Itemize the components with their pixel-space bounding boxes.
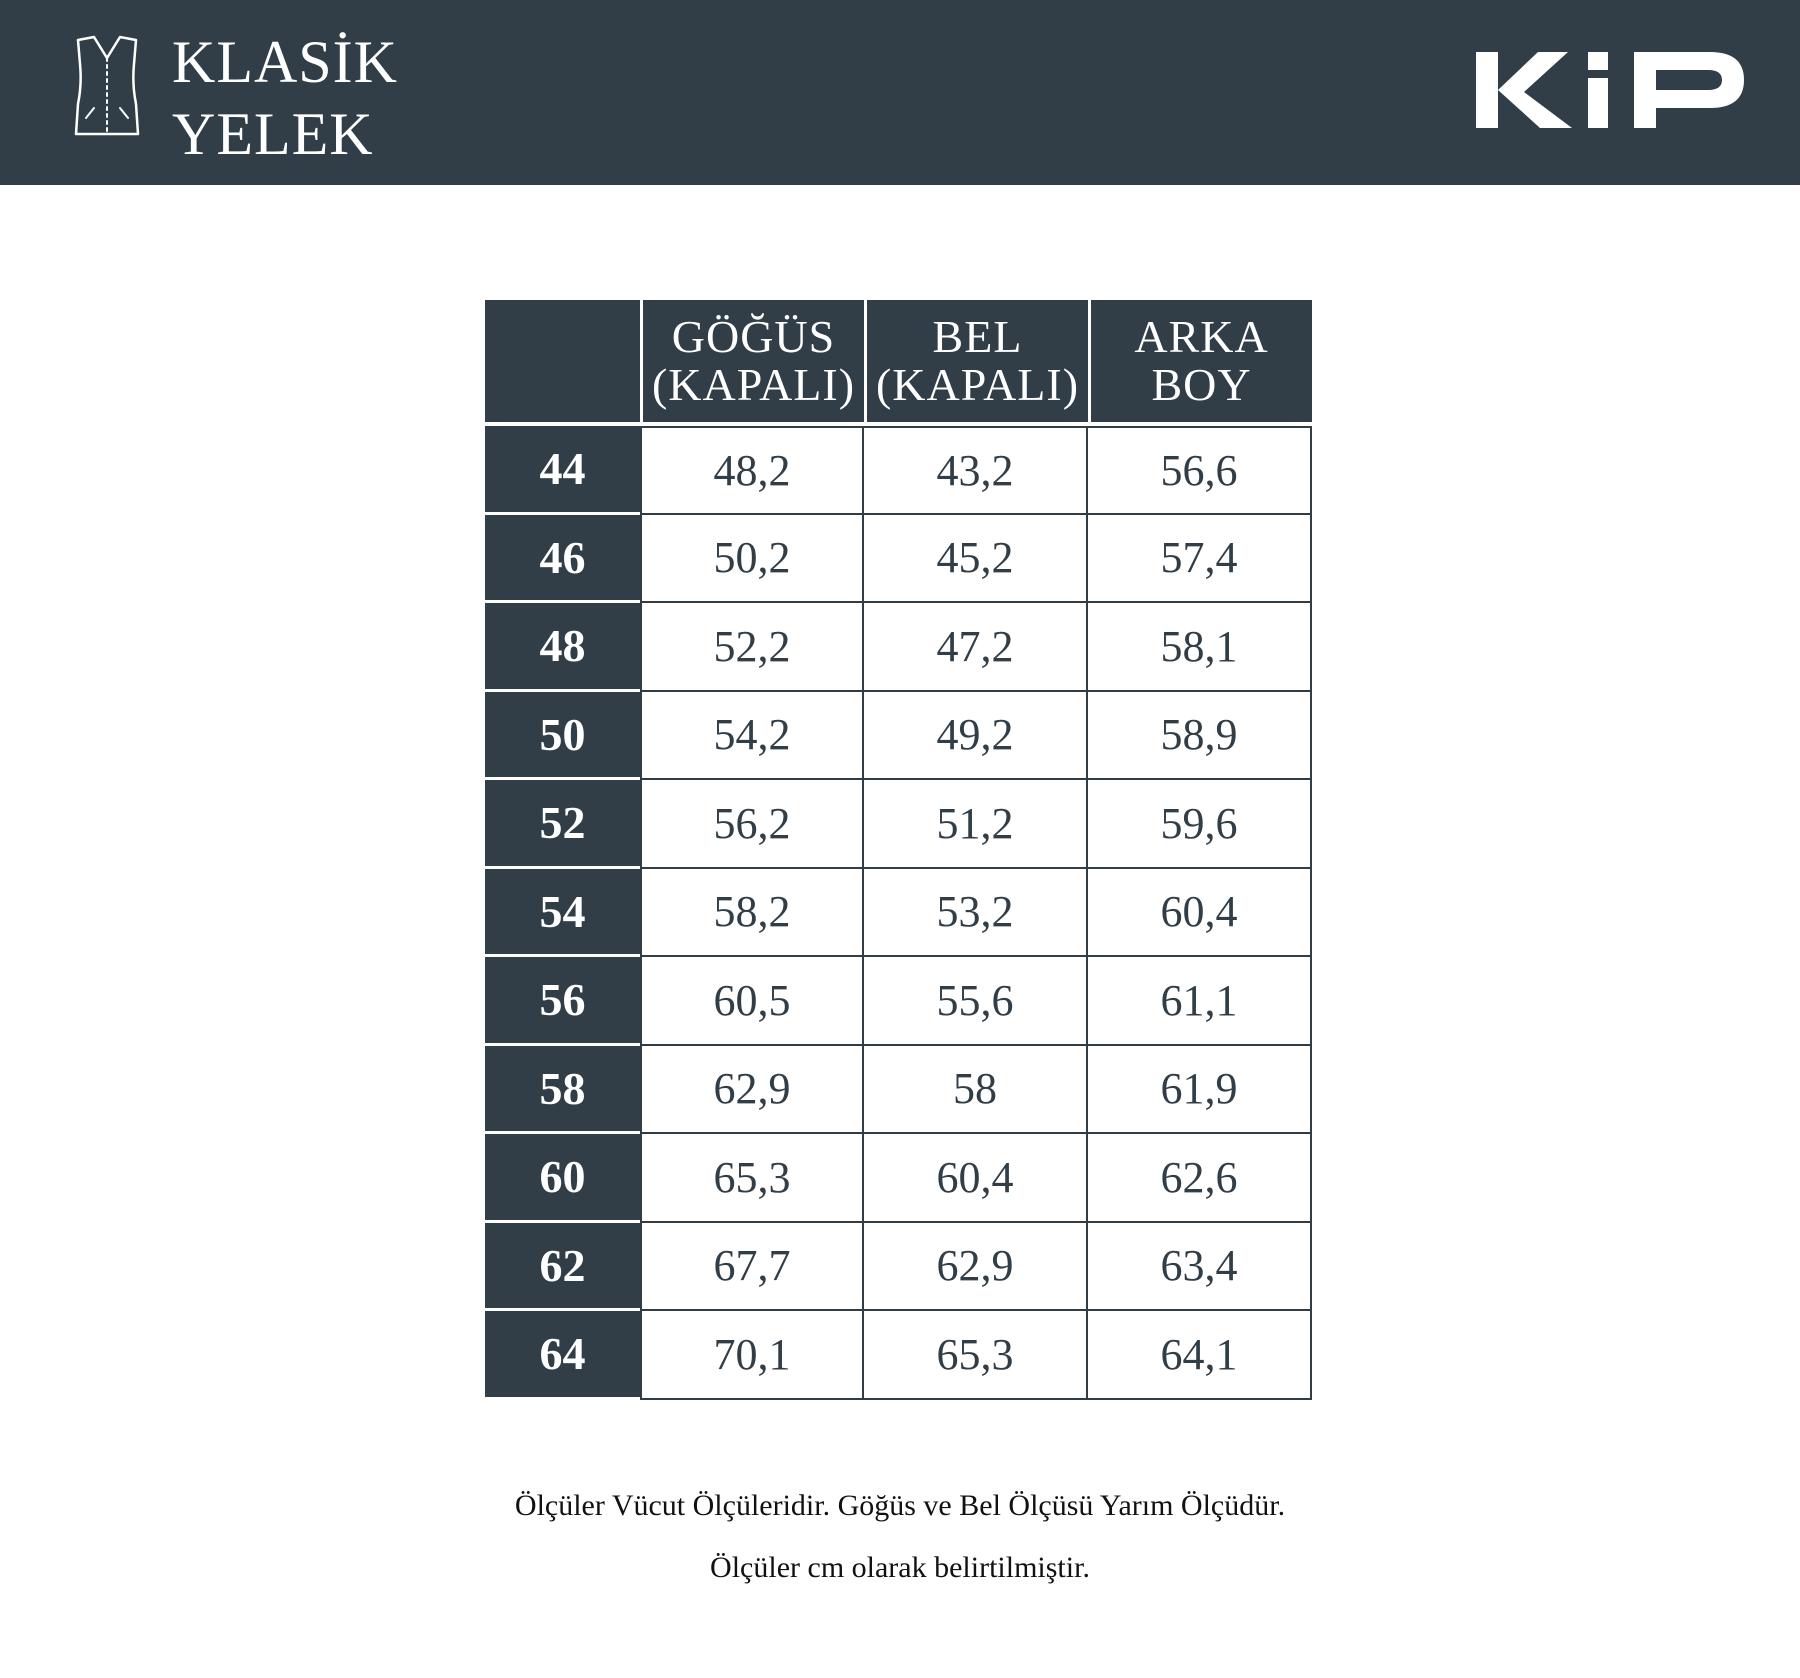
gogus-value: 67,7 bbox=[640, 1223, 864, 1312]
table-row bbox=[485, 426, 1312, 515]
table-row bbox=[485, 1223, 1312, 1312]
arka-boy-value: 61,1 bbox=[1088, 957, 1312, 1046]
size-label: 62 bbox=[485, 1223, 640, 1312]
table-header-row bbox=[485, 300, 1312, 426]
table-row bbox=[485, 1311, 1312, 1400]
brand-logo bbox=[1476, 50, 1746, 132]
column-header-line: (KAPALI) bbox=[875, 359, 1080, 410]
arka-boy-value: 61,9 bbox=[1088, 1046, 1312, 1135]
column-header-line: ARKA bbox=[1134, 311, 1269, 362]
size-label: 56 bbox=[485, 957, 640, 1046]
bel-value: 47,2 bbox=[864, 603, 1088, 692]
column-header-line: (KAPALI) bbox=[651, 359, 856, 410]
size-label: 58 bbox=[485, 1046, 640, 1135]
table-row bbox=[485, 603, 1312, 692]
title-line-2: YELEK bbox=[172, 101, 374, 167]
gogus-value: 52,2 bbox=[640, 603, 864, 692]
size-label: 44 bbox=[485, 426, 640, 515]
size-label: 52 bbox=[485, 780, 640, 869]
gogus-value: 48,2 bbox=[640, 426, 864, 515]
gogus-value: 56,2 bbox=[640, 780, 864, 869]
bel-value: 62,9 bbox=[864, 1223, 1088, 1312]
page-title bbox=[172, 26, 398, 170]
size-label: 48 bbox=[485, 603, 640, 692]
gogus-value: 54,2 bbox=[640, 692, 864, 781]
arka-boy-value: 64,1 bbox=[1088, 1311, 1312, 1400]
size-table bbox=[485, 300, 1312, 1400]
table-row bbox=[485, 1134, 1312, 1223]
table-row bbox=[485, 1046, 1312, 1135]
note-line-1: Ölçüler Vücut Ölçüleridir. Göğüs ve Bel Ölçüsü Yarım Ölçüdür. bbox=[514, 1489, 1286, 1522]
bel-value: 51,2 bbox=[864, 780, 1088, 869]
gogus-value: 62,9 bbox=[640, 1046, 864, 1135]
arka-boy-value: 62,6 bbox=[1088, 1134, 1312, 1223]
table-row bbox=[485, 957, 1312, 1046]
table-row bbox=[485, 780, 1312, 869]
bel-value: 58 bbox=[864, 1046, 1088, 1135]
bel-value: 45,2 bbox=[864, 515, 1088, 604]
bel-value: 60,4 bbox=[864, 1134, 1088, 1223]
bel-value: 53,2 bbox=[864, 869, 1088, 958]
column-header-arka-boy bbox=[1088, 300, 1312, 426]
gogus-value: 65,3 bbox=[640, 1134, 864, 1223]
title-line-1: KLASİK bbox=[172, 29, 398, 95]
bel-value: 55,6 bbox=[864, 957, 1088, 1046]
gogus-value: 60,5 bbox=[640, 957, 864, 1046]
bel-value: 65,3 bbox=[864, 1311, 1088, 1400]
vest-icon bbox=[72, 34, 142, 140]
column-header-line: GÖĞÜS bbox=[671, 311, 836, 362]
size-label: 46 bbox=[485, 515, 640, 604]
size-label: 54 bbox=[485, 869, 640, 958]
measurement-notes bbox=[0, 1486, 1800, 1610]
gogus-value: 58,2 bbox=[640, 869, 864, 958]
gogus-value: 70,1 bbox=[640, 1311, 864, 1400]
note-line-2: Ölçüler cm olarak belirtilmiştir. bbox=[710, 1551, 1090, 1584]
arka-boy-value: 56,6 bbox=[1088, 426, 1312, 515]
header bbox=[0, 0, 1800, 185]
column-header-line: BEL bbox=[932, 311, 1023, 362]
gogus-value: 50,2 bbox=[640, 515, 864, 604]
bel-value: 43,2 bbox=[864, 426, 1088, 515]
arka-boy-value: 60,4 bbox=[1088, 869, 1312, 958]
size-label: 64 bbox=[485, 1311, 640, 1400]
arka-boy-value: 58,9 bbox=[1088, 692, 1312, 781]
arka-boy-value: 59,6 bbox=[1088, 780, 1312, 869]
bel-value: 49,2 bbox=[864, 692, 1088, 781]
header-corner-cell bbox=[485, 300, 640, 426]
table-row bbox=[485, 515, 1312, 604]
column-header-gogus bbox=[640, 300, 864, 426]
table-row bbox=[485, 692, 1312, 781]
column-header-bel bbox=[864, 300, 1088, 426]
arka-boy-value: 57,4 bbox=[1088, 515, 1312, 604]
table-row bbox=[485, 869, 1312, 958]
size-label: 60 bbox=[485, 1134, 640, 1223]
column-header-line: BOY bbox=[1151, 359, 1252, 410]
size-label: 50 bbox=[485, 692, 640, 781]
arka-boy-value: 58,1 bbox=[1088, 603, 1312, 692]
arka-boy-value: 63,4 bbox=[1088, 1223, 1312, 1312]
